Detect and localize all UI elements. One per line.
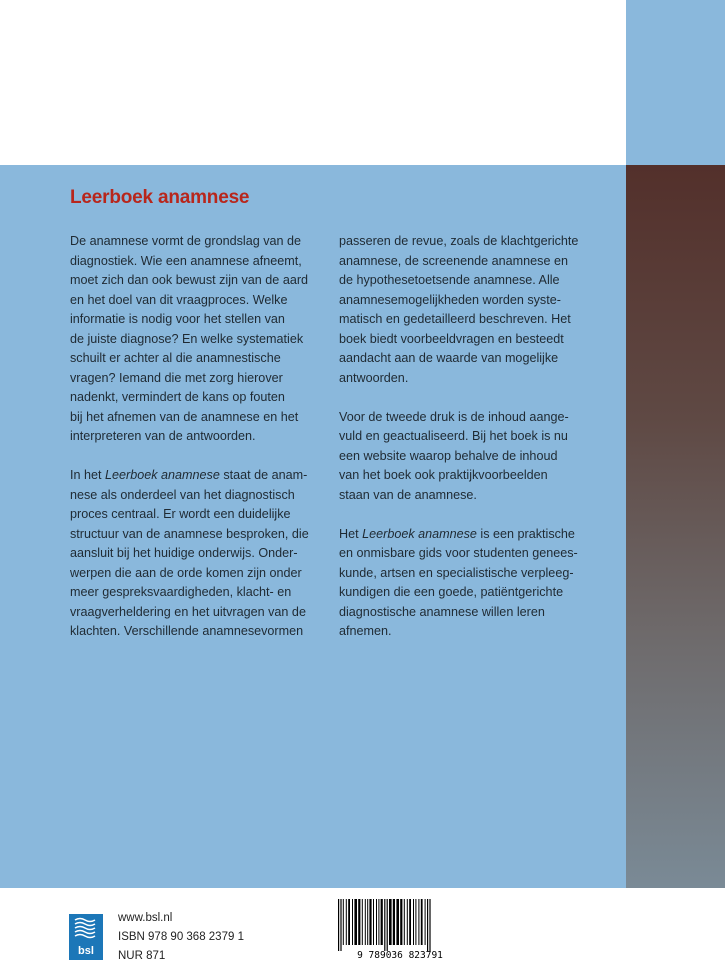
- text-line: staan van de anamnese.: [339, 487, 477, 502]
- text-line: vragen? Iemand die met zorg hierover: [70, 370, 283, 385]
- book-title: Leerboek anamnese: [70, 187, 250, 208]
- text-line: kunde, artsen en specialistische verpleeg-: [339, 565, 574, 580]
- barcode-bar: [367, 899, 368, 945]
- text-run: Het: [339, 526, 363, 541]
- nur-code: NUR 871: [118, 950, 166, 962]
- barcode-bar: [378, 899, 379, 945]
- barcode-bar: [354, 899, 357, 945]
- text-line: en onmisbare gids voor studenten genees-: [339, 546, 578, 560]
- barcode-bar: [376, 899, 377, 945]
- barcode-bar: [373, 899, 374, 945]
- blurb-paragraph-1: [70, 232, 332, 447]
- barcode-bar: [409, 899, 411, 945]
- text-line: Voor de tweede druk is de inhoud aange-: [339, 409, 569, 424]
- barcode-bar: [415, 899, 416, 945]
- barcode-bar: [384, 899, 385, 951]
- barcode-bar: [427, 899, 428, 951]
- publisher-website: www.bsl.nl: [118, 912, 173, 924]
- barcode-bar: [340, 899, 341, 951]
- text-line: een website waarop behalve de inhoud: [339, 448, 558, 463]
- blurb-paragraph-3: [339, 232, 609, 388]
- barcode-bar: [348, 899, 350, 945]
- text-line: klachten. Verschillende anamnesevormen: [70, 624, 304, 638]
- text-line: kundigen die een goede, patiëntgerichte: [339, 585, 564, 599]
- text-line: anamnesemogelijkheden worden syste-: [339, 292, 561, 307]
- text-line: de juiste diagnose? En welke systematiek: [70, 331, 304, 346]
- barcode-bar: [404, 899, 405, 945]
- text-run: is een praktische: [476, 526, 575, 541]
- barcode-bar: [396, 899, 399, 945]
- text-line: diagnostiek. Wie een anamnese afneemt,: [70, 253, 302, 268]
- barcode-bar: [413, 899, 414, 945]
- text-line: moet zich dan ook bewust zijn van de aard: [70, 273, 309, 287]
- book-title-italic: Leerboek anamnese: [105, 468, 220, 482]
- blurb-paragraph-4: [339, 408, 609, 506]
- text-line: [70, 466, 332, 486]
- text-line: bij het afnemen van de anamnese en het: [70, 409, 299, 424]
- barcode-bar: [365, 899, 366, 945]
- isbn-number: ISBN 978 90 368 2379 1: [118, 931, 244, 943]
- blurb-paragraph-5: [339, 525, 609, 642]
- text-line: de hypothesetoetsende anamnese. Alle: [339, 273, 560, 287]
- barcode-bar: [358, 899, 360, 945]
- text-line: [339, 525, 609, 545]
- text-line: nadenkt, vermindert de kans op fouten: [70, 390, 285, 404]
- barcode-bar: [389, 899, 392, 945]
- text-line: aandacht aan de waarde van mogelijke: [339, 351, 559, 365]
- text-line: afnemen.: [339, 624, 392, 638]
- isbn-barcode: [330, 897, 470, 960]
- text-line: nese als onderdeel van het diagnostisch: [70, 487, 295, 502]
- barcode-bar: [338, 899, 339, 951]
- barcode-bar: [429, 899, 430, 951]
- text-line: vuld en geactualiseerd. Bij het boek is nu: [339, 429, 568, 443]
- text-line: aansluit bij het huidige onderwijs. Onder-: [70, 546, 298, 560]
- barcode-bar: [381, 899, 383, 945]
- right-text-column: [339, 232, 609, 661]
- text-line: vraagverheldering en het uitvragen van de: [70, 604, 306, 619]
- text-run: staat de anam-: [219, 468, 308, 482]
- bsl-logo: [69, 914, 103, 960]
- barcode-bar: [343, 899, 344, 945]
- publisher-info: [118, 909, 244, 966]
- barcode-bar: [352, 899, 353, 945]
- bsl-logo-icon: [69, 914, 103, 960]
- barcode-bar: [407, 899, 408, 945]
- blurb-paragraph-2: [70, 466, 332, 642]
- text-line: De anamnese vormt de grondslag van de: [70, 234, 302, 248]
- barcode-bar: [425, 899, 426, 945]
- barcode-bar: [393, 899, 395, 945]
- text-line: en het doel van dit vraagproces. Welke: [70, 292, 288, 307]
- book-title-italic: Leerboek anamnese: [362, 526, 477, 541]
- barcode-bar: [346, 899, 347, 945]
- right-stripe-top: [626, 0, 725, 165]
- text-line: proces centraal. Er wordt een duidelijke: [70, 507, 291, 521]
- text-line: werpen die aan de orde komen zijn onder: [70, 565, 302, 580]
- barcode-bar: [421, 899, 423, 945]
- text-line: meer gespreksvaardigheden, klacht- en: [70, 585, 292, 599]
- text-line: anamnese, de screenende anamnese en: [339, 253, 568, 268]
- text-line: structuur van de anamnese besproken, die: [70, 526, 309, 541]
- barcode-bar: [387, 899, 388, 951]
- barcode-bar: [369, 899, 371, 945]
- barcode-digits: 9 789036 823791: [357, 950, 443, 960]
- barcode-bar: [400, 899, 402, 945]
- left-text-column: [70, 232, 332, 661]
- barcode-bar: [418, 899, 419, 945]
- text-line: informatie is nodig voor het stellen van: [70, 312, 285, 326]
- right-stripe-gradient: [626, 165, 725, 888]
- text-line: diagnostische anamnese willen leren: [339, 604, 545, 619]
- text-line: van het boek ook praktijkvoorbeelden: [339, 468, 548, 482]
- barcode-bar: [362, 899, 363, 945]
- text-line: matisch en gedetailleerd beschreven. Het: [339, 312, 571, 326]
- bsl-logo-text: bsl: [78, 945, 94, 957]
- text-line: schuilt er achter al die anamnestische: [70, 351, 281, 365]
- text-line: passeren de revue, zoals de klachtgerichte: [339, 234, 579, 248]
- text-line: antwoorden.: [339, 370, 409, 385]
- text-run: In het: [70, 468, 106, 482]
- top-white-band: [0, 0, 626, 165]
- text-line: interpreteren van de antwoorden.: [70, 429, 256, 443]
- text-line: boek biedt voorbeeldvragen en besteedt: [339, 331, 564, 346]
